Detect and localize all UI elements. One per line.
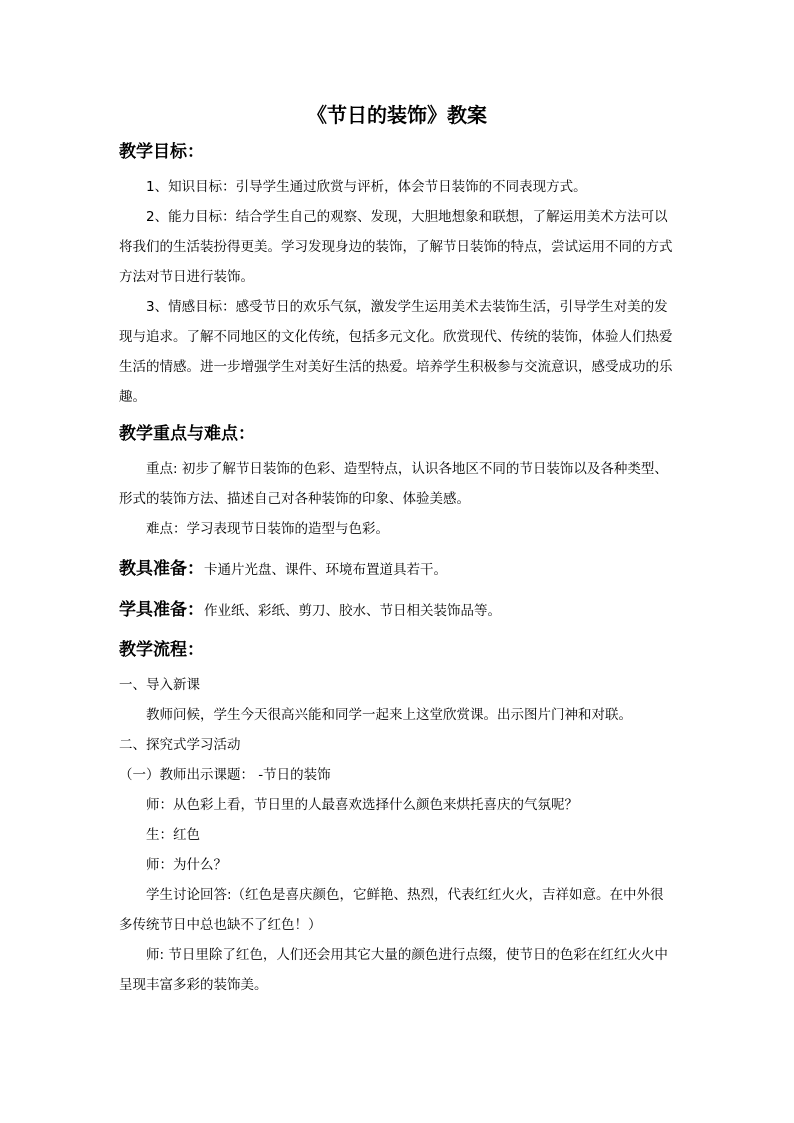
key-points-heading: 教学重点与难点： — [119, 424, 255, 444]
objectives-heading: 教学目标： — [119, 142, 204, 162]
objective-item: 1、知识目标：引导学生通过欣赏与评析，体会节日装饰的不同表现方式。 — [146, 179, 587, 195]
student-prep-heading: 学具准备： — [119, 600, 204, 620]
dialogue-line: 师：为什么？ — [146, 857, 227, 873]
dialogue-line: 师：从色彩上看，节日里的人最喜欢选择什么颜色来烘托喜庆的气氛呢？ — [146, 797, 578, 813]
student-prep — [119, 595, 675, 626]
objective-item: 2、能力目标：结合学生自己的观察、发现，大胆地想象和联想，了解运用美术方法可以将我们的生活装扮得更美。学习发现身边的装饰，了解节日装饰的特点，尝试运用不同的方式方法对节日进行装饰。 — [119, 209, 673, 285]
document-content — [119, 98, 675, 1000]
teacher-prep — [119, 554, 675, 585]
section-heading: 一、导入新课 — [119, 677, 200, 693]
document-title: 《节日的装饰》教案 — [307, 103, 487, 127]
student-prep-text: 作业纸、彩纸、剪刀、胶水、节日相关装饰品等。 — [204, 603, 501, 619]
section-heading: 二、探究式学习活动 — [119, 737, 241, 753]
section-text: 教师问候，学生今天很高兴能和同学一起来上这堂欣赏课。出示图片门神和对联。 — [146, 707, 632, 723]
teacher-prep-heading: 教具准备： — [119, 559, 204, 579]
subsection-heading: （一）教师出示课题： -节日的装饰 — [119, 767, 331, 783]
key-point-text: 重点: 初步了解节日装饰的色彩、造型特点，认识各地区不同的节日装饰以及各种类型、形式的装饰方法、描述自己对各种装饰的印象、体验美感。 — [119, 461, 668, 507]
dialogue-line: 师: 节日里除了红色，人们还会用其它大量的颜色进行点缀，使节日的色彩在红红火火中呈现丰富多彩的装饰美。 — [119, 947, 668, 993]
process-heading: 教学流程： — [119, 640, 204, 660]
objective-item: 3、情感目标：感受节日的欢乐气氛，激发学生运用美术去装饰生活，引导学生对美的发现与追求。了解不同地区的文化传统，包括多元文化。欣赏现代、传统的装饰，体验人们热爱生活的情感。进一步增强学生对美好生活的热爱。培养学生积极参与交流意识，感受成功的乐趣。 — [119, 299, 673, 405]
dialogue-line: 生：红色 — [146, 827, 200, 843]
difficulty-text: 难点：学习表现节日装饰的造型与色彩。 — [146, 521, 389, 537]
dialogue-line: 学生讨论回答:（红色是喜庆颜色，它鲜艳、热烈，代表红红火火，吉祥如意。在中外很多传统节日中总也缺不了红色！） — [119, 887, 664, 933]
teacher-prep-text: 卡通片光盘、课件、环境布置道具若干。 — [204, 562, 447, 578]
